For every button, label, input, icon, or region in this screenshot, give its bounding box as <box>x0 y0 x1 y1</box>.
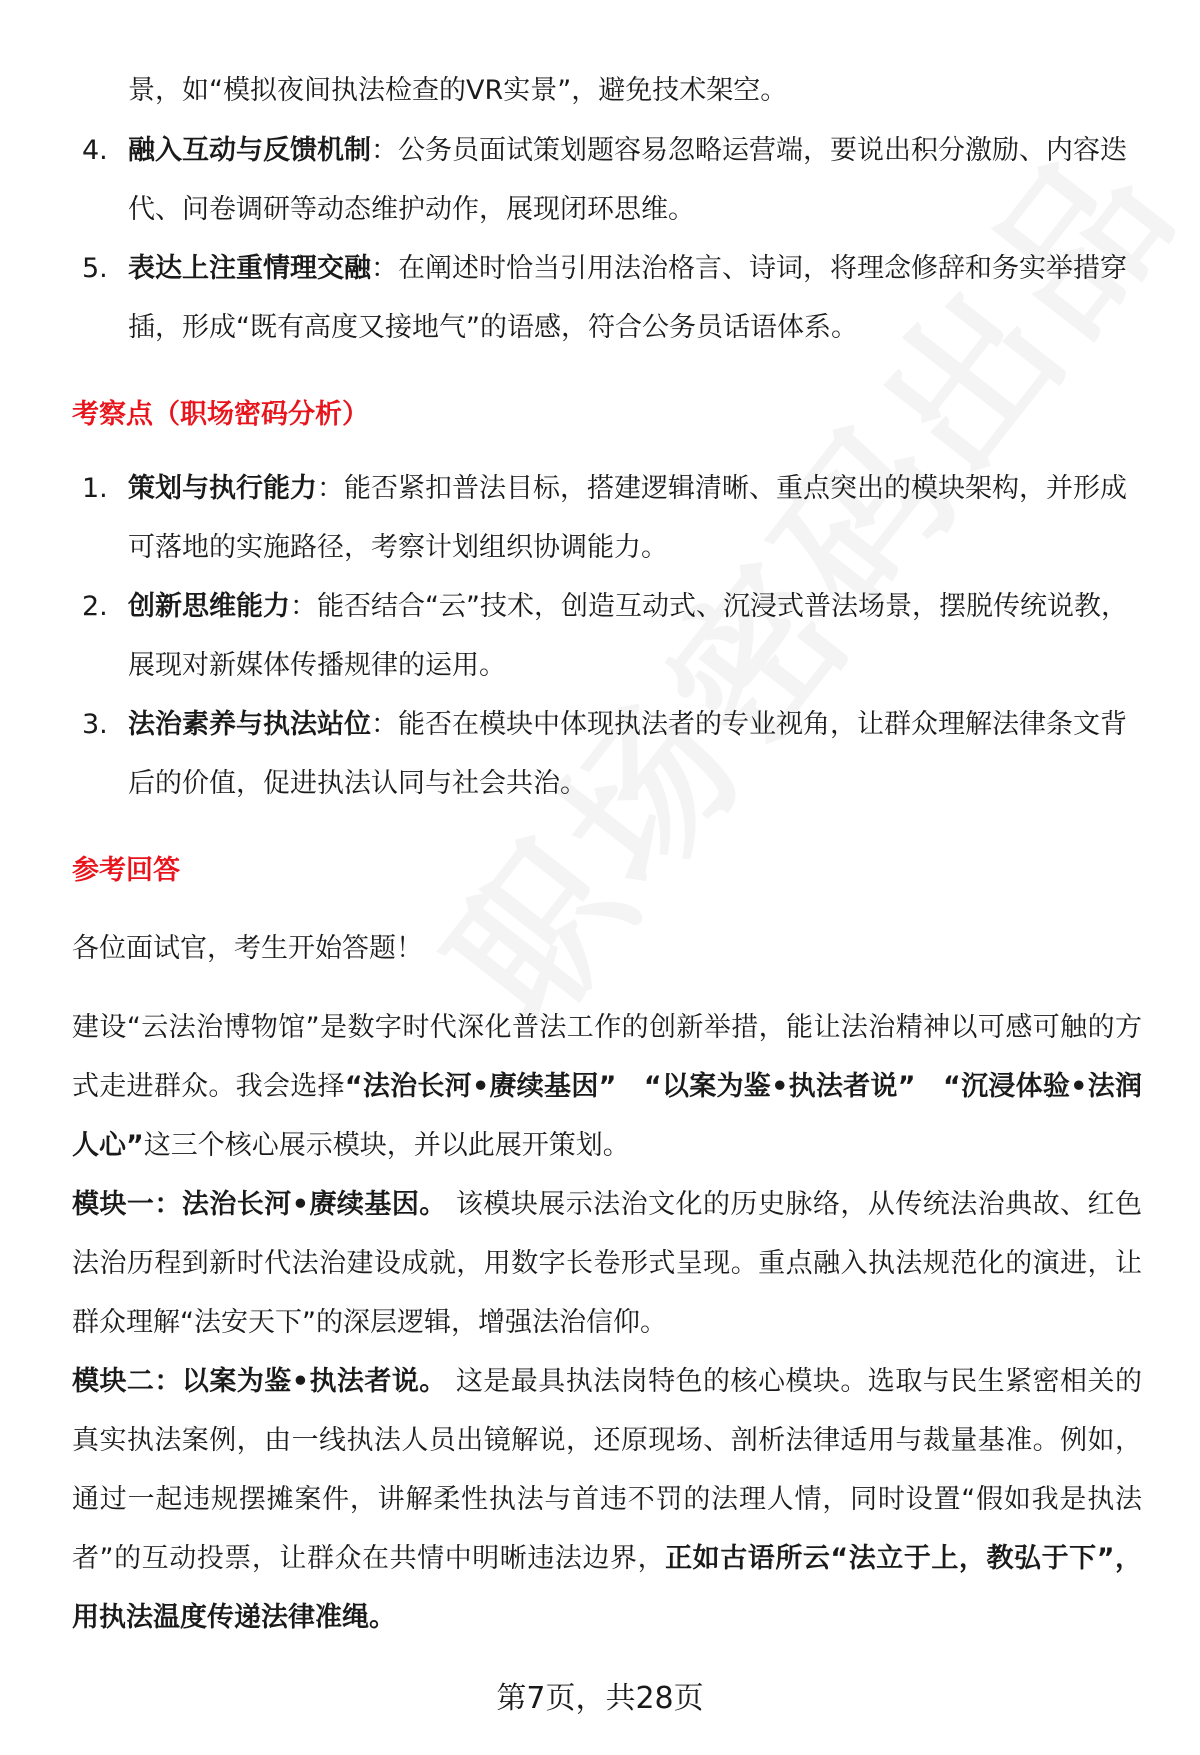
item-heading: 法治素养与执法站位 <box>128 709 371 740</box>
item-heading: 创新思维能力 <box>128 591 290 622</box>
module-one-text: 该模块展示法治文化的历史脉络，从传统法治典故、红色法治历程到新时代法治建设成就，用数字长卷形式呈现。重点融入执法规范化的演进，让群众理解“法安天下”的深层逻辑，增强法治信仰。 <box>72 1189 1142 1338</box>
item-text: 在阐述时恰当引用法治格言、诗词，将理念修辞和务实举措穿插，形成“既有高度又接地气”的语感，符合公务员话语体系。 <box>128 253 1127 343</box>
item-separator: ： <box>317 473 344 504</box>
item-number: 3. <box>82 709 108 740</box>
item-separator: ： <box>290 591 317 622</box>
intro-text: 建设“云法治博物馆”是数字时代深化普法工作的创新举措，能让法治精神以可感可触的方式走进群众。我会选择 <box>72 1012 1142 1102</box>
list-item <box>72 695 1142 813</box>
greeting-paragraph: 各位面试官，考生开始答题！ <box>72 933 423 964</box>
item-number: 1. <box>82 473 108 504</box>
item-text: 公务员面试策划题容易忽略运营端，要说出积分激励、内容迭代、问卷调研等动态维护动作，展现闭环思维。 <box>128 135 1127 225</box>
item-heading: 表达上注重情理交融 <box>128 253 371 284</box>
module-two-text: 这是最具执法岗特色的核心模块。选取与民生紧密相关的真实执法案例，由一线执法人员出镜解说，还原现场、剖析法律适用与裁量基准。例如，通过一起违规摆摊案件，讲解柔性执法与首违不罚的法理人情，同时设置“假如我是执法者”的互动投票，让群众在共情中明晰违法边界， <box>72 1366 1142 1574</box>
list-item <box>72 459 1142 577</box>
item-text: 能否在模块中体现执法者的专业视角，让群众理解法律条文背后的价值，促进执法认同与社会共治。 <box>128 709 1127 799</box>
item-separator: ： <box>371 135 398 166</box>
module-two-paragraph <box>72 1352 1142 1647</box>
list-item <box>72 121 1142 239</box>
item-number: 4. <box>82 135 108 166</box>
module-one-paragraph <box>72 1175 1142 1352</box>
item-heading: 策划与执行能力 <box>128 473 317 504</box>
tips-list <box>72 121 1142 357</box>
continued-text: 景，如“模拟夜间执法检查的VR实景”，避免技术架空。 <box>128 75 788 106</box>
list-item <box>72 239 1142 357</box>
section-title-answer: 参考回答 <box>72 855 180 886</box>
intro-paragraph <box>72 998 1142 1175</box>
item-heading: 融入互动与反馈机制 <box>128 135 371 166</box>
item-text: 能否紧扣普法目标，搭建逻辑清晰、重点突出的模块架构，并形成可落地的实施路径，考察计划组织协调能力。 <box>128 473 1127 563</box>
intro-modules: “法治长河•赓续基因” “以案为鉴•执法者说” “沉浸体验•法润人心” <box>72 1071 1143 1161</box>
page-number: 第7页，共28页 <box>496 1681 704 1716</box>
module-two-heading: 模块二：以案为鉴•执法者说。 <box>72 1366 447 1397</box>
section-title-exam: 考察点（职场密码分析） <box>72 399 369 430</box>
item-text: 能否结合“云”技术，创造互动式、沉浸式普法场景，摆脱传统说教，展现对新媒体传播规律的运用。 <box>128 591 1128 681</box>
item-number: 2. <box>82 591 108 622</box>
item-separator: ： <box>371 709 398 740</box>
exam-points-list <box>72 459 1142 813</box>
module-two-quote: 正如古语所云“法立于上，教弘于下”，用执法温度传递法律准绳。 <box>72 1543 1142 1633</box>
list-item <box>72 577 1142 695</box>
intro-text-end: 这三个核心展示模块，并以此展开策划。 <box>143 1130 630 1161</box>
item-separator: ： <box>371 253 398 284</box>
page-content <box>72 62 1142 1647</box>
item-number: 5. <box>82 253 108 284</box>
module-one-heading: 模块一：法治长河•赓续基因。 <box>72 1189 447 1220</box>
